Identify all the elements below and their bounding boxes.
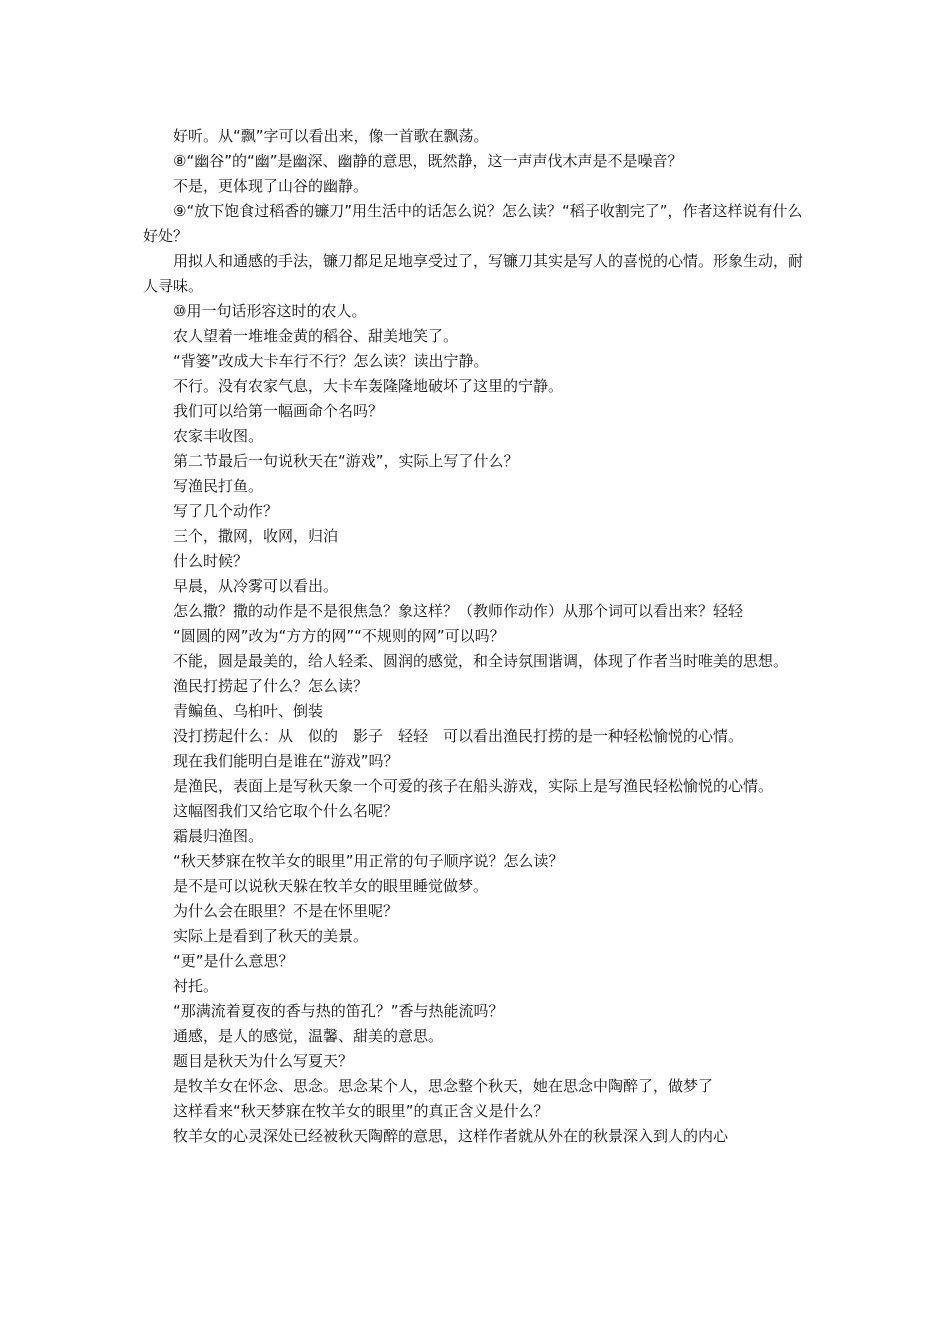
paragraph: 现在我们能明白是谁在“游戏”吗？ bbox=[173, 752, 399, 770]
paragraph: “那满流着夏夜的香与热的笛孔？”香与热能流吗？ bbox=[173, 1002, 504, 1020]
paragraph: 不能，圆是最美的，给人轻柔、圆润的感觉，和全诗氛围谐调，体现了作者当时唯美的思想。 bbox=[173, 652, 789, 670]
paragraph: ⑩用一句话形容这时的农人。 bbox=[173, 302, 367, 320]
paragraph: 三个，撒网，收网，归泊 bbox=[173, 527, 339, 545]
paragraph: 是牧羊女在怀念、思念。思念某个人，思念整个秋天，她在思念中陶醉了，做梦了 bbox=[173, 1077, 714, 1095]
paragraph: 青鳊鱼、乌桕叶、倒装 bbox=[173, 702, 324, 720]
paragraph: “秋天梦寐在牧羊女的眼里”用正常的句子顺序说？怎么读？ bbox=[173, 852, 564, 870]
paragraph: “圆圆的网”改为“方方的网”“不规则的网”可以吗？ bbox=[173, 627, 505, 645]
paragraph: 实际上是看到了秋天的美景。 bbox=[173, 927, 369, 945]
paragraph: 用拟人和通感的手法，镰刀都足足地享受过了，写镰刀其实是写人的喜悦的心情。形象生动，耐人寻味。 bbox=[143, 252, 804, 295]
paragraph: 为什么会在眼里？不是在怀里呢？ bbox=[173, 902, 399, 920]
paragraph: 这幅图我们又给它取个什么名呢？ bbox=[173, 802, 399, 820]
paragraph: 不是，更体现了山谷的幽静。 bbox=[173, 177, 369, 195]
paragraph: 牧羊女的心灵深处已经被秋天陶醉的意思，这样作者就从外在的秋景深入到人的内心 bbox=[173, 1127, 729, 1145]
paragraph: 写渔民打鱼。 bbox=[173, 477, 264, 495]
paragraph: 渔民打捞起了什么？怎么读？ bbox=[173, 677, 369, 695]
paragraph: 好听。从“飘”字可以看出来，像一首歌在飘荡。 bbox=[173, 127, 489, 145]
paragraph: 写了几个动作？ bbox=[173, 502, 279, 520]
paragraph: 不行。没有农家气息，大卡车轰隆隆地破坏了这里的宁静。 bbox=[173, 377, 564, 395]
paragraph: 早晨，从冷雾可以看出。 bbox=[173, 577, 339, 595]
paragraph: 没打捞起什么：从 似的 影子 轻轻 可以看出渔民打捞的是一种轻松愉悦的心情。 bbox=[173, 727, 744, 745]
paragraph: 什么时候？ bbox=[173, 552, 249, 570]
document-body bbox=[143, 123, 808, 1149]
paragraph: 题目是秋天为什么写夏天？ bbox=[173, 1052, 354, 1070]
paragraph: ⑧“幽谷”的“幽”是幽深、幽静的意思，既然静，这一声声伐木声是不是噪音？ bbox=[173, 152, 683, 170]
paragraph: 通感，是人的感觉，温馨、甜美的意思。 bbox=[173, 1027, 444, 1045]
paragraph: 是不是可以说秋天躲在牧羊女的眼里睡觉做梦。 bbox=[173, 877, 489, 895]
paragraph: 农人望着一堆堆金黄的稻谷、甜美地笑了。 bbox=[173, 327, 459, 345]
paragraph: 霜晨归渔图。 bbox=[173, 827, 264, 845]
paragraph: 是渔民，表面上是写秋天象一个可爱的孩子在船头游戏，实际上是写渔民轻松愉悦的心情。 bbox=[173, 777, 774, 795]
paragraph: ⑨“放下饱食过稻香的镰刀”用生活中的话怎么说？怎么读？“稻子收割完了”，作者这样说有什么好处？ bbox=[143, 202, 803, 245]
paragraph: 第二节最后一句说秋天在“游戏”，实际上写了什么？ bbox=[173, 452, 519, 470]
paragraph: 农家丰收图。 bbox=[173, 427, 264, 445]
paragraph: 怎么撒？撒的动作是不是很焦急？象这样？（教师作动作）从那个词可以看出来？轻轻 bbox=[173, 602, 744, 620]
paragraph: “更”是什么意思？ bbox=[173, 952, 294, 970]
paragraph: 衬托。 bbox=[173, 977, 219, 995]
paragraph: 这样看来“秋天梦寐在牧羊女的眼里”的真正含义是什么？ bbox=[173, 1102, 549, 1120]
paragraph: 我们可以给第一幅画命个名吗？ bbox=[173, 402, 384, 420]
paragraph: “背篓”改成大卡车行不行？怎么读？读出宁静。 bbox=[173, 352, 489, 370]
